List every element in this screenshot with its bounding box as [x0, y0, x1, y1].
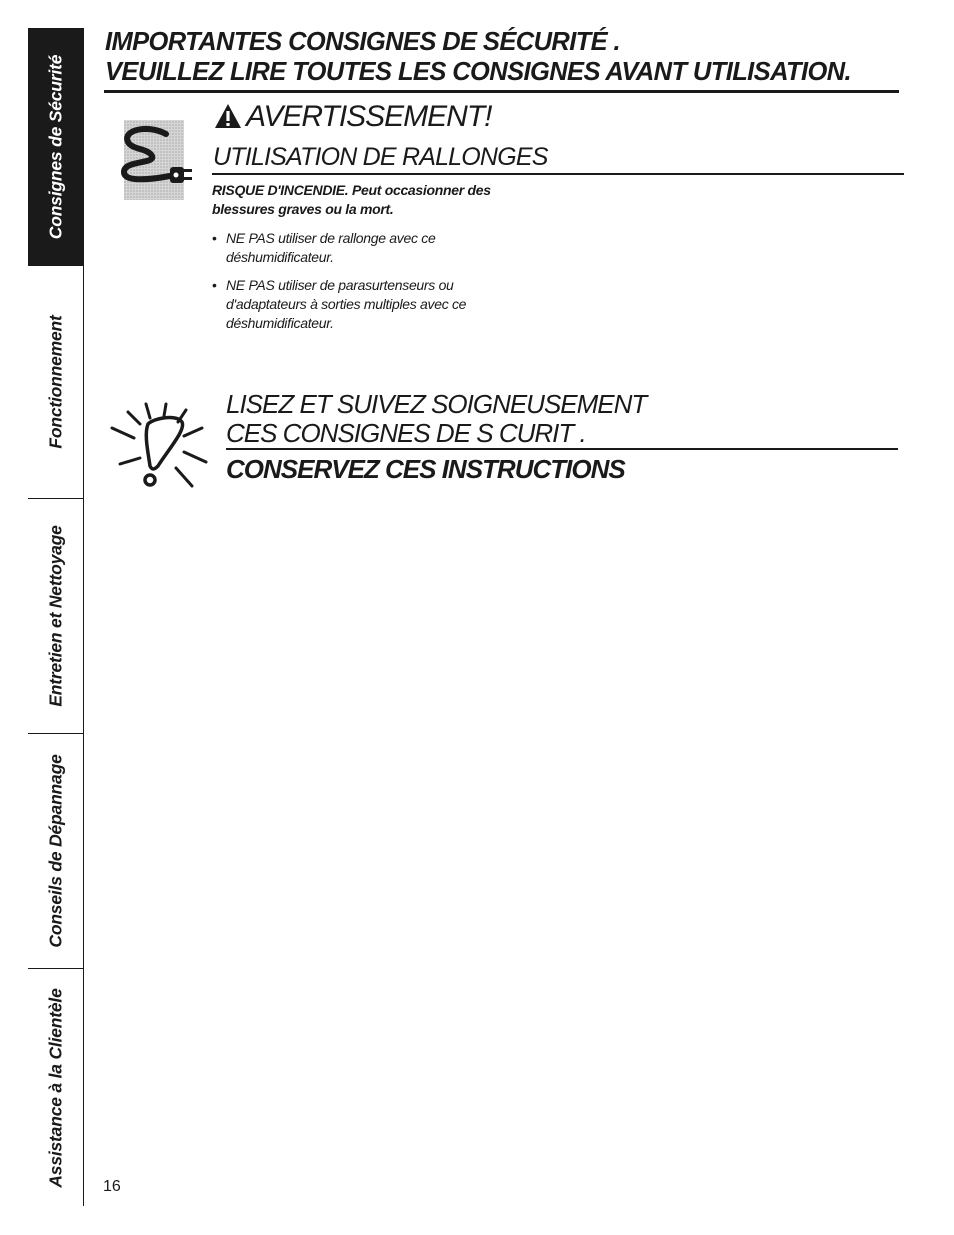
risk-line-1: RISQUE D'INCENDIE. Peut occasionner des [212, 182, 491, 198]
tab-entretien-et-nettoyage[interactable] [28, 499, 84, 734]
tab-conseils-de-depannage[interactable] [28, 734, 84, 969]
warning-bullet-list [212, 229, 532, 342]
section-sidebar [28, 28, 84, 1206]
warning-title: AVERTISSEMENT! [246, 100, 492, 133]
warning-divider [212, 173, 904, 175]
warning-title-row [214, 100, 492, 134]
bullet-line: d'adaptateurs à sorties multiples avec ce [226, 296, 467, 312]
read-instructions-line-2: CES CONSIGNES DE S CURIT . [226, 418, 586, 448]
risk-statement [212, 181, 542, 219]
list-item [212, 229, 532, 267]
save-instructions-heading: CONSERVEZ CES INSTRUCTIONS [226, 454, 625, 484]
tab-label: Consignes de Sécurité [45, 54, 66, 239]
risk-line-2: blessures graves ou la mort. [212, 201, 394, 217]
header-divider [104, 90, 899, 93]
header-title-line-1: IMPORTANTES CONSIGNES DE SÉCURITÉ . [105, 28, 621, 56]
tab-assistance-a-la-clientele[interactable] [28, 969, 84, 1206]
exclamation-icon [108, 400, 208, 492]
extension-cord-icon [118, 118, 196, 204]
bullet-marker: • [212, 230, 217, 246]
bullet-line: déshumidificateur. [226, 249, 334, 265]
warning-subtitle: UTILISATION DE RALLONGES [213, 143, 548, 171]
read-instructions-line-1: LISEZ ET SUIVEZ SOIGNEUSEMENT [226, 389, 647, 419]
list-item [212, 276, 532, 333]
tab-label: Conseils de Dépannage [45, 754, 66, 948]
read-divider [226, 448, 898, 450]
bullet-marker: • [212, 277, 217, 293]
tab-consignes-de-securite[interactable] [28, 28, 84, 266]
page-number: 16 [103, 1178, 121, 1195]
bullet-line: déshumidificateur. [226, 315, 334, 331]
header-title-line-2: VEUILLEZ LIRE TOUTES LES CONSIGNES AVANT UTILISATION. [105, 58, 851, 86]
tab-fonctionnement[interactable] [28, 266, 84, 499]
tab-label: Fonctionnement [45, 315, 66, 449]
bullet-line: NE PAS utiliser de parasurtenseurs ou [226, 277, 454, 293]
warning-triangle-icon [214, 103, 242, 129]
tab-label: Entretien et Nettoyage [45, 525, 66, 707]
page-header [105, 27, 900, 87]
bullet-line: NE PAS utiliser de rallonge avec ce [226, 230, 436, 246]
tab-label: Assistance à la Clientèle [45, 987, 66, 1188]
